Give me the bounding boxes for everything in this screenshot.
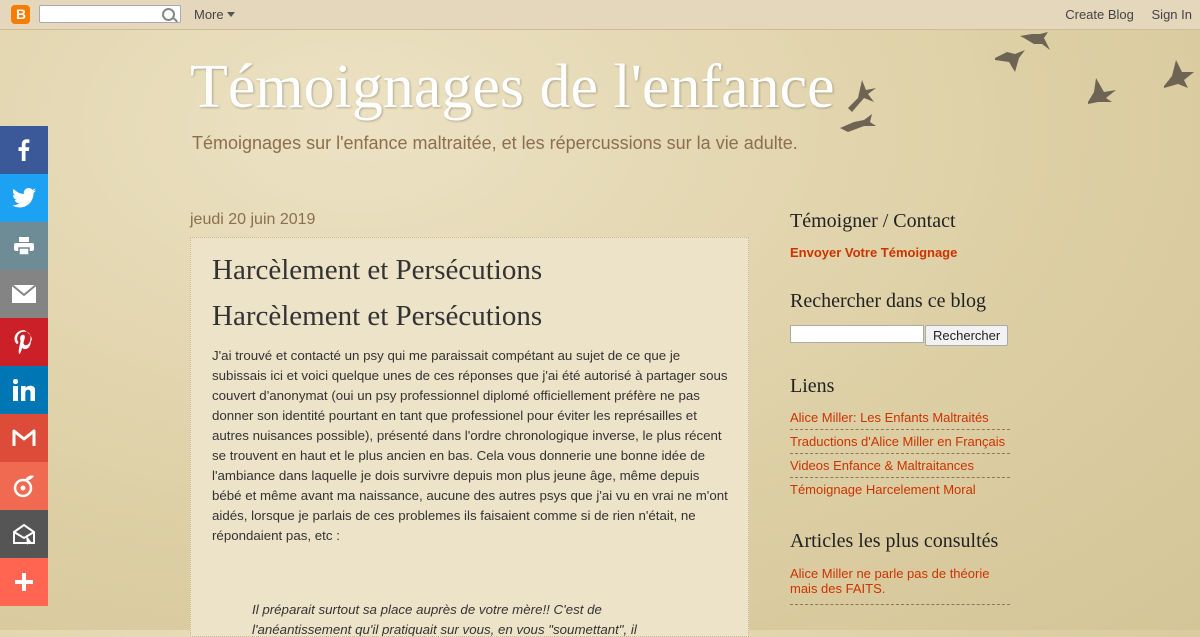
chevron-down-icon [227,12,235,17]
blog-title[interactable]: Témoignages de l'enfance [190,53,835,121]
sidebar [790,210,1010,605]
more-menu-button[interactable] [194,7,235,22]
search-icon[interactable] [162,8,175,21]
twitter-icon [12,188,36,208]
mail-tray-icon [12,523,36,545]
post-subtitle: Harcèlement et Persécutions [212,300,543,332]
navbar-search-input[interactable] [43,8,165,24]
plus-icon [15,573,33,591]
facebook-share-button[interactable] [0,126,48,174]
birds-decoration-icon [820,28,1200,138]
popular-post-link[interactable]: Alice Miller ne parle pas de théorie mais des FAITS. [790,566,1010,605]
email-share-button[interactable] [0,270,48,318]
pinterest-share-button[interactable] [0,318,48,366]
sign-in-link[interactable]: Sign In [1151,7,1192,22]
pinterest-icon [14,330,34,354]
links-widget-title: Liens [790,375,835,397]
social-share-bar [0,126,48,606]
link-item-traductions[interactable]: Traductions d'Alice Miller en Français [790,430,1010,454]
blogger-navbar [0,0,1200,30]
link-item-harcelement[interactable]: Témoignage Harcelement Moral [790,482,976,497]
navbar-search-field[interactable] [39,5,181,23]
twitter-share-button[interactable] [0,174,48,222]
mail-app-share-button[interactable] [0,510,48,558]
post-container [190,237,749,637]
gmail-share-button[interactable] [0,414,48,462]
send-testimony-link[interactable]: Envoyer Votre Témoignage [790,245,958,260]
linkedin-share-button[interactable] [0,366,48,414]
more-share-button[interactable] [0,558,48,606]
facebook-icon [13,139,35,161]
link-item-alice-miller[interactable]: Alice Miller: Les Enfants Maltraités [790,410,1010,430]
linkedin-icon [13,379,35,401]
post-body: J'ai trouvé et contacté un psy qui me paraissait compétant au sujet de ce que je subissais ici et voici quelque unes de ces réponses que j'ai été autorisé à partager sous couvert d'anonymat (oui un psy professionnel diplomé officiellement préfère ne pas donner son identité pourtant en tant que professionel pour éviter les représailles et autres nuisances possible), présenté dans l'ordre chronologique inverse, le plus récent se trouvent en haut et le plus ancien en bas. Cela vous donnerie une bonne idée de l'ambiance dans laquelle je dois survivre depuis mon plus jeune âge, même depuis bébé et même avant ma naissance, aucune des autres psys que j'ai vu en vrai ne m'ont aidés, lorsque je parlais de ces problemes ils faisaient comme si de rien n'était, ne répondaient pas, etc : [212,348,728,543]
blog-description: Témoignages sur l'enfance maltraitée, et les répercussions sur la vie adulte. [192,133,798,153]
link-item-videos[interactable]: Videos Enfance & Maltraitances [790,454,1010,478]
blog-search-input[interactable] [790,325,924,343]
popular-posts-title: Articles les plus consultés [790,530,999,552]
blogger-logo-icon[interactable]: B [11,5,30,24]
blog-search-button[interactable]: Rechercher [925,325,1008,346]
more-label: More [194,7,224,22]
printer-icon [14,237,34,255]
contact-widget-title: Témoigner / Contact [790,210,956,232]
post-quote: Il préparait surtout sa place auprès de votre mère!! C'est de l'anéantissement qu'il pratiquait sur vous, en vous "soumettant", il [252,602,637,637]
create-blog-link[interactable]: Create Blog [1065,7,1134,22]
search-widget-title: Rechercher dans ce blog [790,290,987,312]
links-list [790,410,1010,501]
apple-favorites-icon [13,474,35,498]
gmail-icon [12,429,36,447]
post-title[interactable]: Harcèlement et Persécutions [212,254,543,286]
post-date: jeudi 20 juin 2019 [190,211,316,228]
print-share-button[interactable] [0,222,48,270]
envelope-icon [12,285,36,303]
favorites-share-button[interactable] [0,462,48,510]
blog-search-form [790,325,1010,346]
